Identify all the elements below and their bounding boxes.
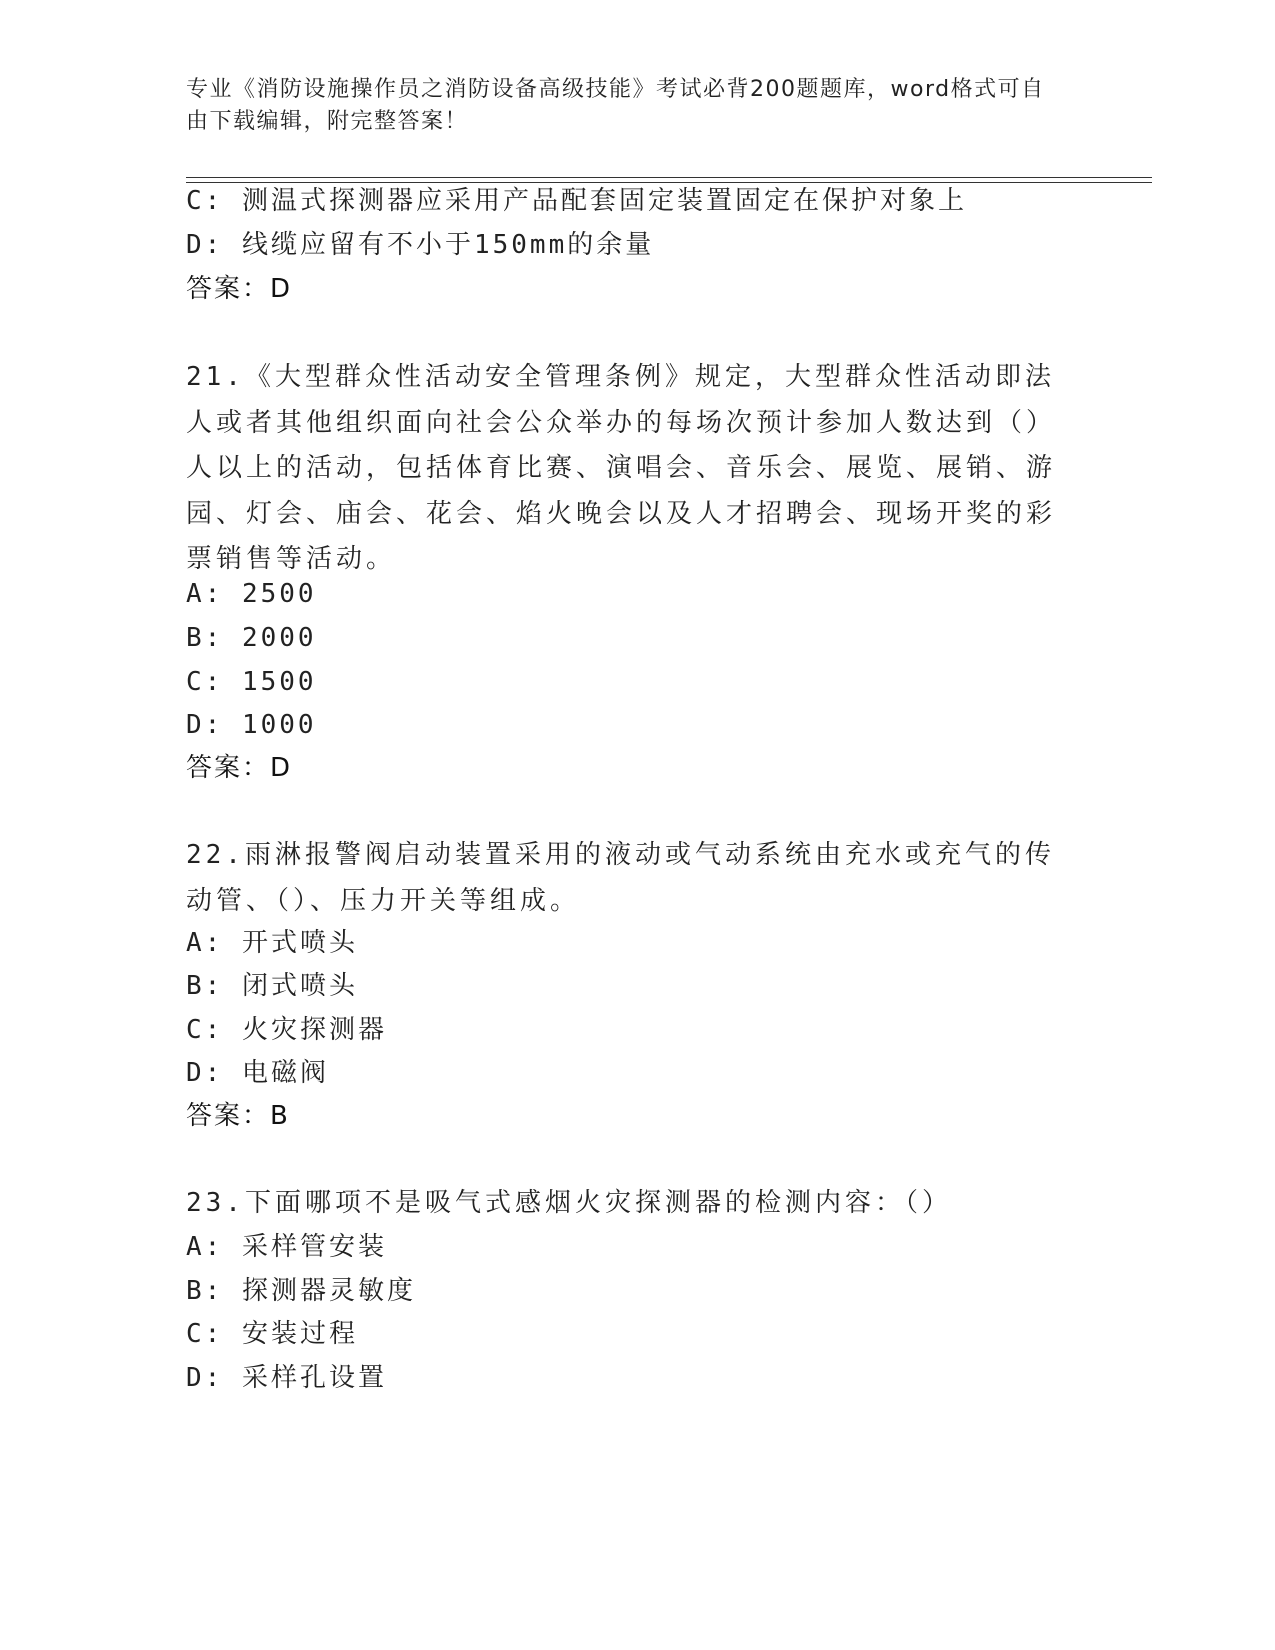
question-21-option-a: A: 2500 bbox=[186, 579, 317, 609]
question-22-option-c: C: 火灾探测器 bbox=[186, 1015, 387, 1045]
question-23-option-d: D: 采样孔设置 bbox=[186, 1363, 387, 1393]
question-21-answer: 答案：D bbox=[186, 753, 293, 783]
question-21-option-c: C: 1500 bbox=[186, 667, 317, 697]
question-21-stem: 21.《大型群众性活动安全管理条例》规定，大型群众性活动即法人或者其他组织面向社会公众举办的每场次预计参加人数达到（）人以上的活动，包括体育比赛、演唱会、音乐会、展览、展销、游园、灯会、庙会、花会、焰火晚会以及人才招聘会、现场开奖的彩票销售等活动。 bbox=[186, 362, 1057, 574]
question-23-option-c: C: 安装过程 bbox=[186, 1319, 358, 1349]
question-23-option-a: A: 采样管安装 bbox=[186, 1232, 387, 1262]
question-22-option-d: D: 电磁阀 bbox=[186, 1058, 329, 1088]
question-21-option-d: D: 1000 bbox=[186, 710, 317, 740]
document-header: 专业《消防设施操作员之消防设备高级技能》考试必背200题题库，word格式可自由下载编辑，附完整答案！ bbox=[186, 77, 1045, 134]
prev-option-c: C: 测温式探测器应采用产品配套固定装置固定在保护对象上 bbox=[186, 186, 967, 216]
question-23-option-b: B: 探测器灵敏度 bbox=[186, 1276, 416, 1306]
question-21-option-b: B: 2000 bbox=[186, 623, 317, 653]
prev-answer: 答案：D bbox=[186, 274, 293, 304]
question-22-answer: 答案：B bbox=[186, 1101, 290, 1131]
question-22-option-b: B: 闭式喷头 bbox=[186, 971, 358, 1001]
question-22-option-a: A: 开式喷头 bbox=[186, 928, 358, 958]
question-22-stem: 22.雨淋报警阀启动装置采用的液动或气动系统由充水或充气的传动管、（）、压力开关等组成。 bbox=[186, 840, 1055, 916]
question-23-stem: 23.下面哪项不是吸气式感烟火灾探测器的检测内容：（） bbox=[186, 1188, 952, 1218]
prev-option-d: D: 线缆应留有不小于150mm的余量 bbox=[186, 230, 655, 260]
